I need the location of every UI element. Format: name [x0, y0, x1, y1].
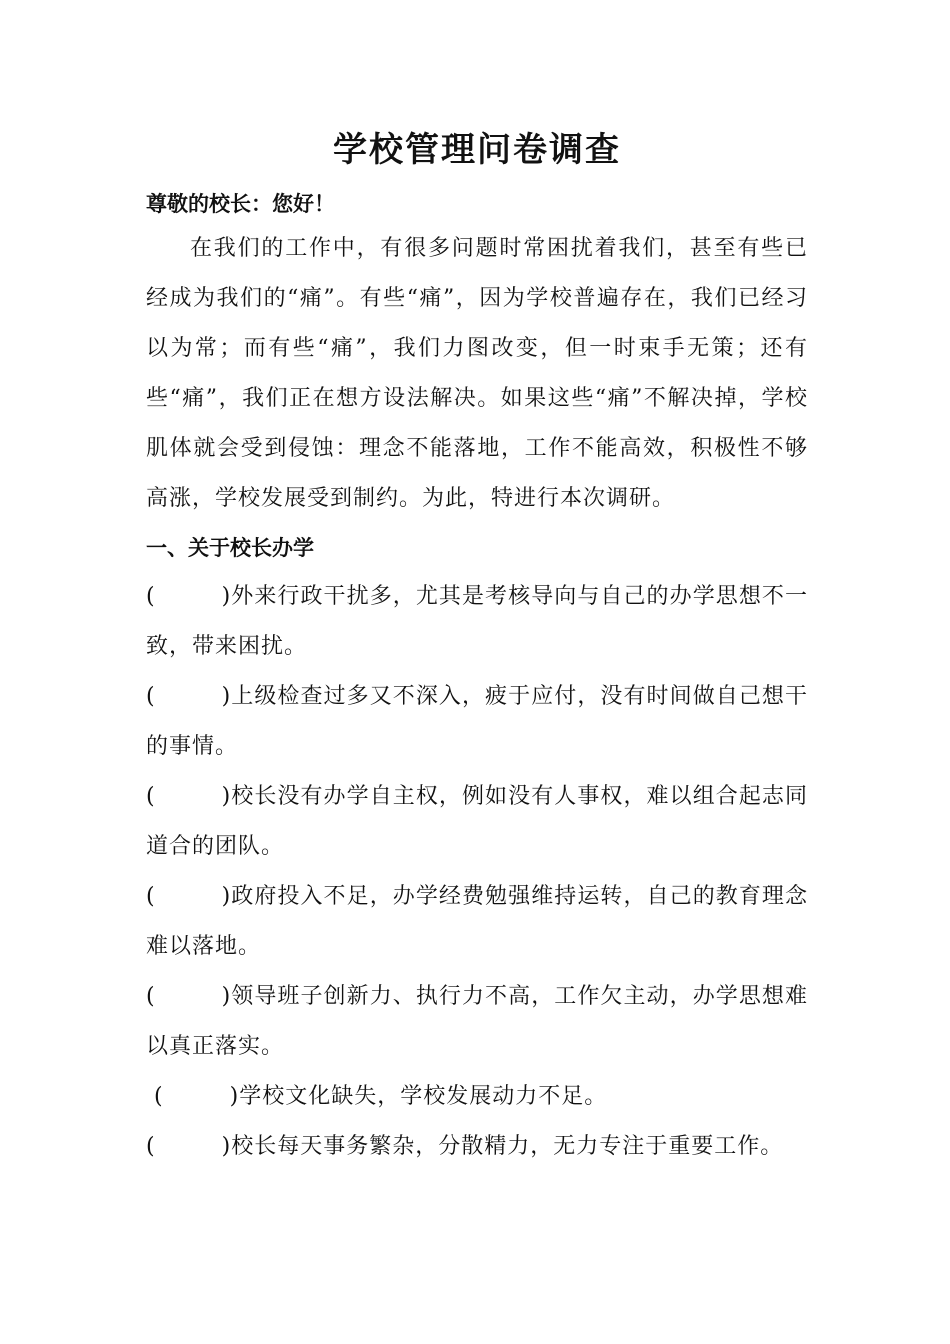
paren-open: ( [146, 584, 156, 609]
question-item [146, 572, 808, 672]
question-text: 外来行政干扰多，尤其是考核导向与自己的办学思想不一致，带来困扰。 [146, 584, 808, 659]
question-item [146, 1072, 808, 1122]
question-text: 校长每天事务繁杂，分散精力，无力专注于重要工作。 [231, 1134, 784, 1159]
section-heading: 一、关于校长办学 [146, 536, 314, 560]
question-text: 上级检查过多又不深入，疲于应付，没有时间做自己想干的事情。 [146, 684, 808, 759]
paren-open: ( [146, 1134, 156, 1159]
paren-close: ) [229, 1084, 240, 1109]
paren-close: ) [221, 684, 232, 709]
document-page [146, 120, 808, 1172]
paren-open: ( [154, 1084, 164, 1109]
question-item [146, 1122, 808, 1172]
paren-close: ) [221, 984, 232, 1009]
intro-paragraph: 在我们的工作中，有很多问题时常困扰着我们，甚至有些已经成为我们的“痛”。有些“痛”，因为学校普遍存在，我们已经习以为常；而有些“痛”，我们力图改变，但一时束手无策；还有些“痛”，我们正在想方设法解决。如果这些“痛”不解决掉，学校肌体就会受到侵蚀：理念不能落地，工作不能高效，积极性不够高涨，学校发展受到制约。为此，特进行本次调研。 [146, 236, 808, 511]
paren-open: ( [146, 984, 156, 1009]
document-title: 学校管理问卷调查 [333, 130, 621, 170]
question-text: 领导班子创新力、执行力不高，工作欠主动，办学思想难以真正落实。 [146, 984, 808, 1059]
greeting: 尊敬的校长：您好！ [146, 192, 335, 216]
question-item [146, 972, 808, 1072]
question-text: 学校文化缺失，学校发展动力不足。 [239, 1084, 608, 1109]
question-item [146, 672, 808, 772]
question-item [146, 872, 808, 972]
paren-open: ( [146, 684, 156, 709]
question-text: 政府投入不足，办学经费勉强维持运转，自己的教育理念难以落地。 [146, 884, 808, 959]
paren-close: ) [221, 784, 232, 809]
paren-close: ) [221, 884, 232, 909]
paren-open: ( [146, 784, 156, 809]
paren-close: ) [221, 1134, 232, 1159]
question-text: 校长没有办学自主权，例如没有人事权，难以组合起志同道合的团队。 [146, 784, 808, 859]
paren-open: ( [146, 884, 156, 909]
paren-close: ) [221, 584, 232, 609]
question-item [146, 772, 808, 872]
